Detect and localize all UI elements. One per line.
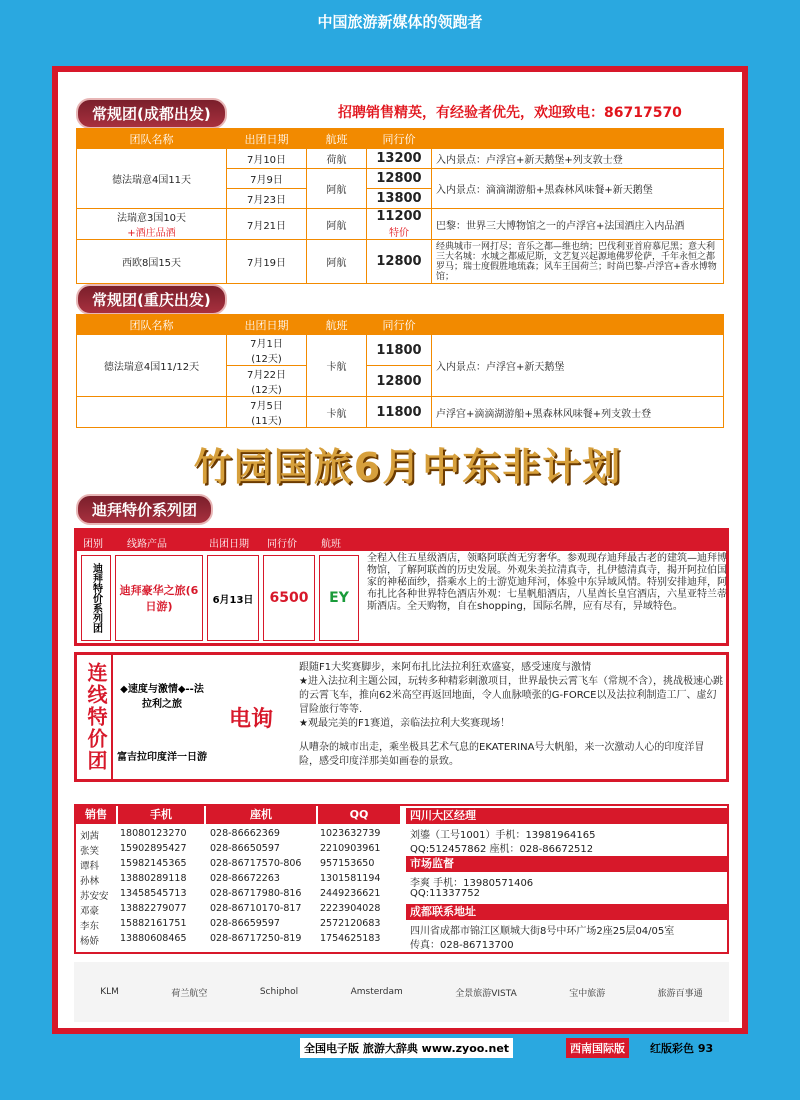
- contact-cell: 15882161751: [120, 918, 187, 929]
- contact-header: 座机: [206, 806, 316, 824]
- tour-price: 11200: [376, 209, 422, 224]
- manager-line-2: QQ:512457862 座机：028-86672512: [410, 844, 594, 855]
- contact-cell: 028-86662369: [210, 828, 280, 839]
- col-header: 团队名称: [77, 315, 227, 335]
- dubai-description: 全程入住五星级酒店，领略阿联酋无穷奢华。参观现存迪拜最古老的建筑—迪拜博物馆，了解阿联酋的历史发展。外观朱美拉清真寺，扎伊德清真寺，揭开阿拉伯国家的神秘面纱，搭乘水上的士游览迪拜河，体验中东异域风情。特别安排迪拜，阿布扎比各种世界特色酒店外观：七星帆船酒店，八星酋长皇宫酒店，六星亚特兰蒂斯酒店。全天购物，自在shopping，国际名牌，应有尽有，异域特色。: [367, 553, 727, 612]
- contact-header: 销售: [76, 806, 116, 824]
- contact-row: [76, 888, 386, 902]
- tour-date: 7月5日: [250, 401, 283, 412]
- contact-cell: 2449236621: [320, 888, 381, 899]
- footer-mid: 西南国际版: [566, 1038, 629, 1058]
- section-title-dubai: 迪拜特价系列团: [76, 494, 213, 525]
- ferrari-text-2: ★进入法拉利主题公园，玩转多种精彩刺激项目，世界最快云霄飞车（常规不含），挑战极速心跳的云霄飞车，推向62米高空再返回地面，令人血脉喷张的G-FORCE以及法拉利制造工厂、虚幻冒险旅行等等.: [299, 676, 723, 715]
- contact-cell: 028-86650597: [210, 843, 280, 854]
- tour-airline: 阿航: [307, 240, 367, 284]
- tour-name-extra: +酒庄品酒: [127, 228, 176, 239]
- contact-cell: 028-86659597: [210, 918, 280, 929]
- supervisor-line-2: QQ:11337752: [410, 888, 481, 899]
- page-frame: [52, 66, 748, 1034]
- contact-header: 手机: [118, 806, 204, 824]
- tour-airline: 阿航: [307, 169, 367, 209]
- tour-days: (12天): [251, 354, 282, 365]
- contact-cell: 13880608465: [120, 933, 187, 944]
- col-header: 线路产品: [127, 539, 167, 550]
- tour-date: 7月19日: [227, 240, 307, 284]
- tour-price: 11800: [367, 335, 432, 366]
- contact-cell: 2572120683: [320, 918, 381, 929]
- contact-cell: 18080123270: [120, 828, 187, 839]
- contact-cell: 刘茜: [80, 831, 100, 842]
- contact-cell: 957153650: [320, 858, 375, 869]
- contact-cell: 13458545713: [120, 888, 187, 899]
- holland-logo: 荷兰航空: [171, 988, 208, 999]
- contact-cell: 2223904028: [320, 903, 381, 914]
- col-header: 航班: [307, 129, 367, 149]
- slogan: 中国旅游新媒体的领跑者: [317, 13, 483, 31]
- dubai-box: [74, 528, 729, 646]
- address-text: 四川省成都市锦江区顺城大街8号中环广场2座25层04/05室: [410, 926, 675, 937]
- col-header: [432, 129, 724, 149]
- col-header: 出团日期: [209, 539, 249, 550]
- chongqing-table: [76, 314, 724, 428]
- tour-date: 7月23日: [227, 189, 307, 209]
- tour-airline: 卡航: [307, 397, 367, 428]
- col-header: 出团日期: [227, 315, 307, 335]
- col-header: 团别: [83, 539, 103, 550]
- lianxian-tag: 连线特价团: [77, 655, 113, 779]
- supervisor-title: 市场监督: [406, 856, 728, 872]
- tour-name: 法瑞意3国10天: [116, 213, 187, 224]
- tour-days: (12天): [251, 385, 282, 396]
- tour-date: 7月1日: [250, 339, 283, 350]
- tour-name: 德法瑞意4国11天: [77, 149, 227, 209]
- top-banner: [0, 0, 800, 70]
- tour-note: 卢浮宫+滴滴湖游船+黑森林风味餐+列支敦士登: [432, 397, 724, 428]
- tour-days: (11天): [251, 416, 282, 427]
- schiphol-logo: Schiphol: [259, 987, 299, 997]
- contact-cell: 2210903961: [320, 843, 381, 854]
- tour-note: 巴黎：世界三大博物馆之一的卢浮宫+法国酒庄入内品酒: [432, 209, 724, 240]
- tour-name: 德法瑞意4国11/12天: [77, 335, 227, 397]
- contact-cell: 邓豪: [80, 906, 100, 917]
- dubai-airline: EY: [319, 555, 359, 641]
- contact-cell: 028-86717980-816: [210, 888, 302, 899]
- contact-cell: 028-86710170-817: [210, 903, 302, 914]
- section-title-chongqing: 常规团(重庆出发): [76, 284, 227, 315]
- contact-row: [76, 828, 386, 842]
- contact-cell: 1301581194: [320, 873, 381, 884]
- col-header: 同行价: [367, 315, 432, 335]
- contact-cell: 苏安安: [80, 891, 109, 902]
- banner-title: 竹园国旅6月中东非计划: [193, 445, 623, 489]
- contact-cell: 028-86672263: [210, 873, 280, 884]
- col-header: 航班: [307, 315, 367, 335]
- tour-name: 西欧8国15天: [77, 240, 227, 284]
- recruit-text: 招聘销售精英，有经验者优先，欢迎致电：86717570: [338, 105, 682, 121]
- contact-cell: 13880289118: [120, 873, 187, 884]
- manager-title: 四川大区经理: [406, 808, 728, 824]
- ferrari-text-1: 跟随F1大奖赛脚步，来阿布扎比法拉利狂欢盛宴，感受速度与激情: [299, 662, 592, 673]
- footer: [0, 1034, 800, 1058]
- dubai-date: 6月13日: [207, 555, 259, 641]
- tour-price: 12800: [367, 240, 432, 284]
- tour-price: 13200: [367, 149, 432, 169]
- contact-cell: 杨娇: [80, 936, 100, 947]
- contact-cell: 李东: [80, 921, 100, 932]
- bestone-logo: 旅游百事通: [657, 988, 703, 999]
- contact-row: [76, 903, 386, 917]
- contact-cell: 1023632739: [320, 828, 381, 839]
- bczl-logo: 宝中旅游: [569, 988, 606, 999]
- tour-airline: 荷航: [307, 149, 367, 169]
- footer-right: 红版彩色 93: [650, 1042, 714, 1055]
- ferrari-text-3: ★观最完美的F1赛道，亲临法拉利大奖赛现场！: [299, 718, 511, 729]
- tour-date: 7月10日: [227, 149, 307, 169]
- contact-cell: 15902895427: [120, 843, 187, 854]
- tour-note: 入内景点：卢浮宫+新天鹅堡: [432, 335, 724, 397]
- tour-note: 经典城市一网打尽；音乐之都—维也纳；巴伐利亚首府慕尼黑；意大利三大名城：水城之都威尼斯，文艺复兴起源地佛罗伦萨，千年永恒之都罗马；瑞士度假胜地琉森；风车王国荷兰；时尚巴黎-卢浮宫+香水博物馆；: [432, 240, 724, 284]
- klm-logo: KLM: [100, 987, 119, 997]
- chengdu-table: [76, 128, 724, 284]
- contact-cell: 028-86717570-806: [210, 858, 302, 869]
- contact-cell: 孙林: [80, 876, 100, 887]
- contact-row: [76, 873, 386, 887]
- address-title: 成都联系地址: [406, 904, 728, 920]
- contact-cell: 13882279077: [120, 903, 187, 914]
- col-header: 团队名称: [77, 129, 227, 149]
- section-title-chengdu: 常规团(成都出发): [76, 98, 227, 129]
- dubai-header: [77, 531, 726, 551]
- tour-price: 12800: [367, 366, 432, 397]
- footer-left: 全国电子版 旅游大辞典 www.zyoo.net: [300, 1038, 513, 1058]
- col-header: 航班: [321, 539, 341, 550]
- contact-row: [76, 918, 386, 932]
- tour-airline: 卡航: [307, 335, 367, 397]
- call-label: 电询: [228, 706, 273, 732]
- tour-date: 7月21日: [227, 209, 307, 240]
- tour-date: 7月22日: [246, 370, 287, 381]
- contact-cell: 15982145365: [120, 858, 187, 869]
- dubai-product: 迪拜豪华之旅(6日游): [115, 555, 203, 641]
- contact-row: [76, 858, 386, 872]
- col-header: 同行价: [367, 129, 432, 149]
- supervisor-line-1: 李爽 手机：13980571406: [410, 878, 534, 889]
- sheet: [58, 72, 742, 1028]
- vista-logo: 全景旅游VISTA: [455, 988, 517, 999]
- contact-header: QQ: [318, 806, 400, 824]
- col-header: [432, 315, 724, 335]
- special-price-label: 特价: [389, 228, 409, 239]
- tour-price: 12800: [367, 169, 432, 189]
- contact-box: [74, 804, 729, 954]
- dubai-group: 迪拜特价系列团: [81, 555, 111, 641]
- tour-note: 入内景点：滴滴湖游船+黑森林风味餐+新天鹅堡: [432, 169, 724, 209]
- fujairah-product: 富吉拉印度洋一日游: [117, 751, 207, 763]
- contact-cell: 张笑: [80, 846, 100, 857]
- dubai-price: 6500: [263, 555, 315, 641]
- tour-airline: 阿航: [307, 209, 367, 240]
- tour-note: 入内景点：卢浮宫+新天鹅堡+列支敦士登: [432, 149, 724, 169]
- tour-date: 7月9日: [227, 169, 307, 189]
- tour-price: 11800: [367, 397, 432, 428]
- fujairah-text: 从嘈杂的城市出走，乘坐极具艺术气息的EKATERINA号大帆船，来一次激动人心的印度洋冒险，感受印度洋那美如画卷的景致。: [299, 742, 705, 767]
- amsterdam-logo: Amsterdam: [350, 987, 403, 997]
- fax-text: 传真：028-86713700: [410, 940, 514, 951]
- contact-cell: 028-86717250-819: [210, 933, 302, 944]
- manager-line-1: 刘鎏（工号1001）手机：13981964165: [410, 830, 596, 841]
- contact-cell: 谭科: [80, 861, 100, 872]
- contact-row: [76, 843, 386, 857]
- lianxian-box: [74, 652, 729, 782]
- partner-logos: [74, 962, 729, 1022]
- col-header: 出团日期: [227, 129, 307, 149]
- contact-cell: 1754625183: [320, 933, 381, 944]
- contact-row: [76, 933, 386, 947]
- ferrari-product: ◆速度与激情◆--法拉利之旅: [120, 684, 204, 710]
- col-header: 同行价: [267, 539, 297, 550]
- tour-price: 13800: [367, 189, 432, 209]
